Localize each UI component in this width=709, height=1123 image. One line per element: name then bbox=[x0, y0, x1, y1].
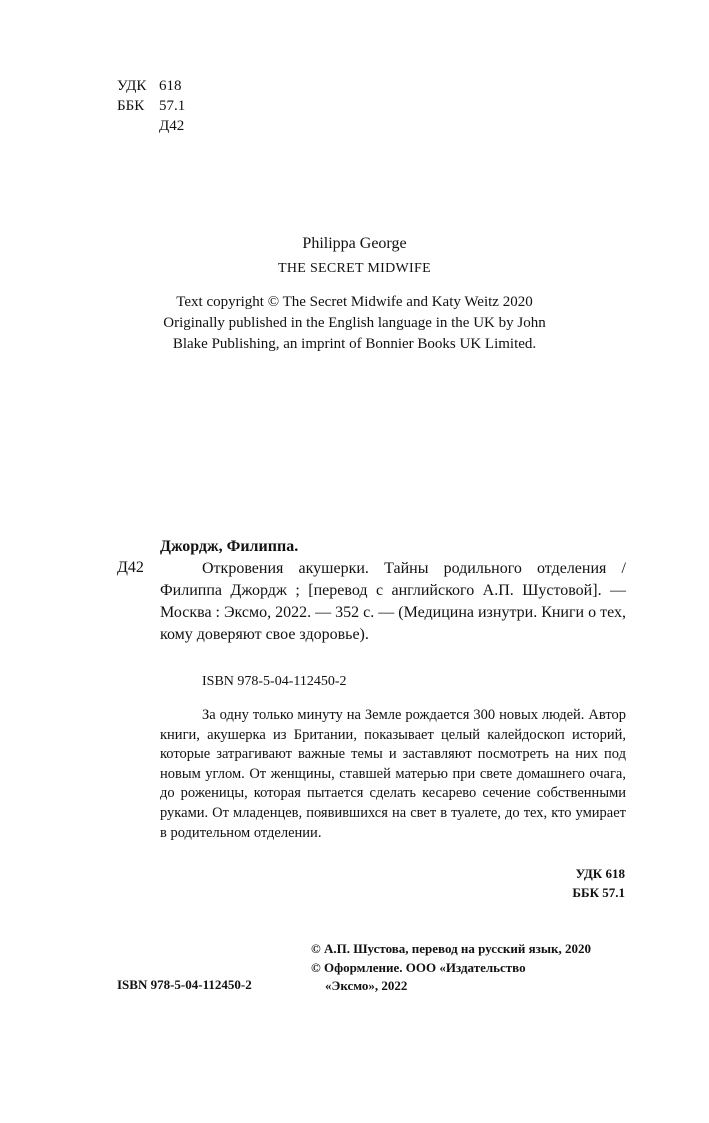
footer-bbk: ББК 57.1 bbox=[572, 885, 625, 900]
footer-copyright bbox=[311, 940, 591, 996]
cutter-line bbox=[117, 116, 185, 136]
original-author: Philippa George bbox=[302, 235, 407, 252]
author-heading: Джордж, Филиппа. bbox=[160, 538, 299, 555]
copyright-line: Blake Publishing, an imprint of Bonnier Books UK Limited. bbox=[172, 336, 537, 352]
footer-isbn: ISBN 978-5-04-112450-2 bbox=[117, 977, 252, 992]
bbk-line bbox=[117, 96, 185, 116]
udk-label: УДК bbox=[117, 78, 147, 94]
copyright-design-line-2: «Эксмо», 2022 bbox=[325, 978, 408, 993]
copyright-design-line-1: © Оформление. ООО «Издательство bbox=[311, 959, 526, 975]
bbk-value: 57.1 bbox=[159, 98, 186, 114]
record-isbn: ISBN 978-5-04-112450-2 bbox=[202, 674, 347, 689]
copyright-line: Text copyright © The Secret Midwife and Katy Weitz 2020 bbox=[176, 294, 533, 310]
annotation: За одну только минуту на Земле рождается 300 новых людей. Автор книги, акушерка из Британии, показывает целый калейдоскоп историй, которые затрагивают важные темы и заставляют посмотреть на них под новым углом. От женщины, ставшей матерью при свете домашнего очага, до роженицы, которая пытается сделать кесарево сечение собственными руками. От младенцев, появившихся на свет в туалете, до тех, кто умирает в родительном отделении. bbox=[160, 707, 626, 841]
udk-line bbox=[117, 76, 185, 96]
bibliographic-description: Откровения акушерки. Тайны родильного отделения / Филиппа Джордж ; [перевод с английского А.П. Шустовой]. — Москва : Эксмо, 2022. — 352 с. — (Медицина изнутри. Книги о тех, кому доверяют свое здоровье). bbox=[160, 560, 626, 643]
copyright-line: Originally published in the English language in the UK by John bbox=[163, 315, 546, 331]
cutter-code: Д42 bbox=[159, 118, 185, 134]
classification-block bbox=[117, 76, 185, 136]
original-title: THE SECRET MIDWIFE bbox=[278, 261, 431, 276]
record-cutter: Д42 bbox=[117, 559, 144, 576]
udk-value: 618 bbox=[159, 78, 182, 94]
copyright-translation: © А.П. Шустова, перевод на русский язык, 2020 bbox=[311, 941, 591, 956]
footer-udk: УДК 618 bbox=[575, 866, 625, 881]
footer-classification bbox=[572, 864, 625, 902]
bbk-label: ББК bbox=[117, 98, 145, 114]
original-copyright bbox=[0, 292, 709, 355]
